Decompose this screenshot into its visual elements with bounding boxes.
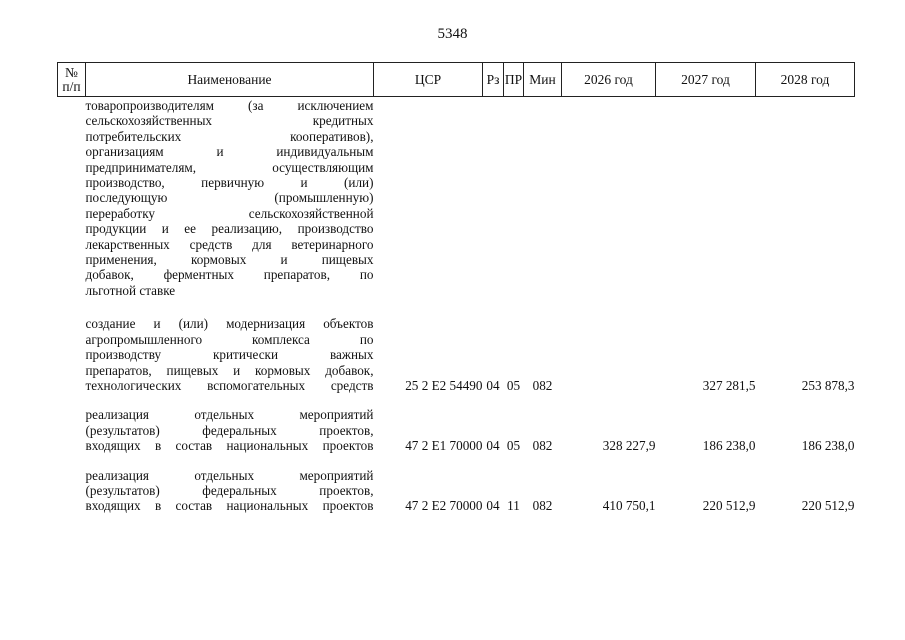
row-2028: 253 878,3: [801, 377, 855, 393]
row-csr: 47 2 E2 70000: [405, 498, 483, 514]
row-csr: 47 2 E1 70000: [405, 438, 483, 454]
header-2028: 2028 год: [756, 63, 855, 97]
row-2027: 327 281,5: [702, 377, 756, 393]
row-min: 082: [532, 438, 553, 454]
row-2027: 186 238,0: [702, 438, 756, 454]
header-2027: 2027 год: [656, 63, 756, 97]
row-pr: 11: [507, 498, 520, 514]
table-row: [58, 407, 855, 453]
header-csr: ЦСР: [374, 63, 483, 97]
name-line: организациям и индивидуальным: [85, 144, 374, 160]
row-pr: 05: [506, 377, 521, 393]
name-line: производство, первичную и (или): [85, 175, 374, 191]
header-2026: 2026 год: [562, 63, 656, 97]
name-line: (результатов) федеральных проектов,: [85, 422, 374, 438]
row-rz: 04: [486, 498, 500, 514]
table-header-row: [58, 63, 855, 97]
name-line: товаропроизводителям (за исключением: [85, 98, 374, 113]
header-rz: Рз: [483, 63, 504, 97]
row-name: [86, 407, 374, 453]
name-line: лекарственных средств для ветеринарного: [85, 236, 374, 252]
name-line: входящих в состав национальных проектов: [85, 498, 374, 514]
budget-table: [57, 62, 855, 514]
name-line: агропромышленного комплекса по: [85, 331, 374, 347]
header-name: Наименование: [86, 63, 374, 97]
name-line: продукции и ее реализацию, производство: [85, 221, 374, 237]
name-line: технологических вспомогательных средств: [85, 377, 374, 393]
row-csr: 25 2 E2 54490: [405, 377, 483, 393]
name-line: последующую (промышленную): [85, 190, 374, 206]
name-line: применения, кормовых и пищевых: [85, 252, 374, 268]
header-num: № п/п: [58, 63, 86, 97]
name-line: реализация отдельных мероприятий: [85, 467, 374, 483]
page-number: 5348: [437, 26, 468, 42]
name-line: препаратов, пищевых и кормовых добавок,: [85, 362, 374, 378]
header-pr: ПР: [504, 63, 524, 97]
table-row: [58, 468, 855, 514]
row-pr: 05: [506, 438, 521, 454]
row-2026: 328 227,9: [602, 438, 656, 454]
row-2026: 410 750,1: [602, 498, 656, 514]
row-name: [86, 97, 374, 299]
name-line: создание и (или) модернизация объектов: [85, 316, 374, 332]
name-line: производству критически важных: [85, 347, 374, 363]
row-min: 082: [532, 377, 553, 393]
row-2028: 186 238,0: [801, 438, 855, 454]
row-rz: 04: [486, 438, 500, 454]
table-row: [58, 316, 855, 393]
row-name: [86, 468, 374, 514]
row-min: 082: [532, 498, 553, 514]
name-line: реализация отдельных мероприятий: [85, 407, 374, 423]
name-line: сельскохозяйственных кредитных: [85, 113, 374, 129]
name-line: льготной ставке: [85, 282, 176, 298]
name-line: входящих в состав национальных проектов: [85, 438, 374, 454]
name-line: (результатов) федеральных проектов,: [85, 482, 374, 498]
row-2027: 220 512,9: [702, 498, 756, 514]
name-line: потребительских кооперативов),: [85, 128, 374, 144]
row-2026: [562, 316, 656, 393]
row-rz: 04: [486, 377, 500, 393]
row-name: [86, 316, 374, 393]
name-line: добавок, ферментных препаратов, по: [85, 267, 374, 283]
header-min: Мин: [524, 63, 562, 97]
name-line: переработку сельскохозяйственной: [85, 205, 374, 221]
table-row: [58, 97, 855, 299]
row-2028: 220 512,9: [801, 498, 855, 514]
name-line: предпринимателям, осуществляющим: [85, 159, 374, 175]
